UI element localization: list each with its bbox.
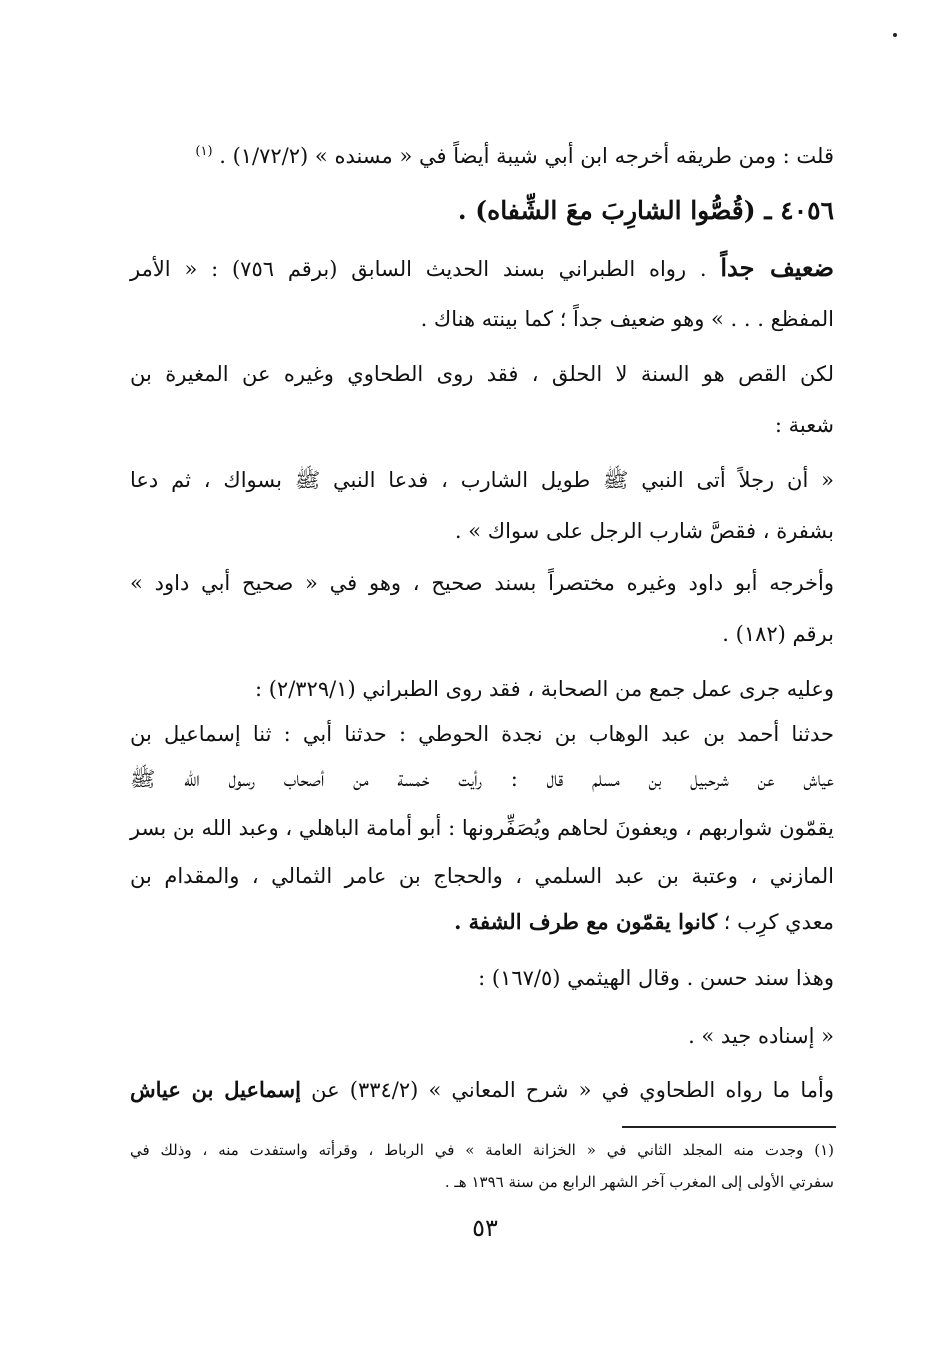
line-text: معدي كرِب ؛ [723, 910, 834, 934]
text-line-3 [130, 252, 834, 285]
text-line-18: « إسناده جيد » . [688, 1024, 834, 1048]
page-number: ٥٣ [472, 1214, 498, 1242]
text-line-19 [130, 1074, 834, 1106]
text-line-6: شعبة : [774, 413, 834, 437]
footnote-separator [622, 1126, 836, 1128]
text-line-15: المازني ، وعتبة بن عبد السلمي ، والحجاج بن عامر الثمالي ، والمقدام بن [130, 864, 834, 888]
text-line-14: يقمّون شواربهم ، ويعفونَ لحاهم ويُصَفِّرونها : أبو أمامة الباهلي ، وعبد الله بن بسر [130, 816, 834, 840]
footnote-marker: (١) [195, 144, 213, 159]
text-line-4: المفظع . . . » وهو ضعيف جداً ؛ كما بينته هناك . [420, 307, 834, 331]
line-text: . رواه الطبراني بسند الحديث السابق (برقم ٧٥٦) : « الأمر [130, 257, 707, 281]
page-mark [893, 33, 897, 37]
bold-phrase: كانوا يقمّون مع طرف الشفة . [454, 909, 718, 934]
text-line-9: وأخرجه أبو داود وغيره مختصراً بسند صحيح ، وهو في « صحيح أبي داود » [130, 571, 834, 595]
text-line-8: بشفرة ، فقصَّ شارب الرجل على سواك » . [454, 519, 834, 543]
text-line-5: لكن القص هو السنة لا الحلق ، فقد روى الطحاوي وغيره عن المغيرة بن [130, 362, 834, 386]
text-line-16 [454, 906, 834, 938]
line-text: وأما ما رواه الطحاوي في « شرح المعاني » (٣٣٤/٢) عن [311, 1078, 834, 1102]
footnote-line-2: سفرتي الأولى إلى المغرب آخر الشهر الرابع من سنة ١٣٩٦ هـ . [444, 1173, 834, 1191]
line-text: قلت : ومن طريقه أخرجه ابن أبي شيبة أيضاً في « مسنده » (١/٧٢/٢) . [219, 144, 834, 168]
footnote-line-1: (١) وجدت منه المجلد الثاني في « الخزانة العامة » في الرباط ، وقرأته واستفدت منه ، وذلك في [130, 1141, 834, 1159]
text-line-12: حدثنا أحمد بن عبد الوهاب بن نجدة الحوطي : حدثنا أبي : ثنا إسماعيل بن [130, 722, 834, 746]
grading-label: ضعيف جداً [720, 253, 834, 282]
text-line-7: « أن رجلاً أتى النبي ﷺ طويل الشارب ، فدعا النبي ﷺ بسواك ، ثم دعا [130, 468, 834, 492]
text-line-1 [195, 136, 834, 172]
text-line-17: وهذا سند حسن . وقال الهيثمي (١٦٧/٥) : [478, 966, 834, 990]
bold-phrase: إسماعيل بن عياش [130, 1077, 301, 1102]
text-line-10: برقم (١٨٢) . [722, 622, 834, 646]
hadith-heading: ٤٠٥٦ ـ (قُصُّوا الشارِبَ معَ الشِّفاه) . [457, 196, 834, 225]
text-line-13: عياش عن شرحبيل بن مسلم قال : رأيت خمسة من أصحاب رسول الله ﷺ [130, 767, 834, 791]
text-line-11: وعليه جرى عمل جمع من الصحابة ، فقد روى الطبراني (٢/٣٢٩/١) : [254, 677, 834, 701]
